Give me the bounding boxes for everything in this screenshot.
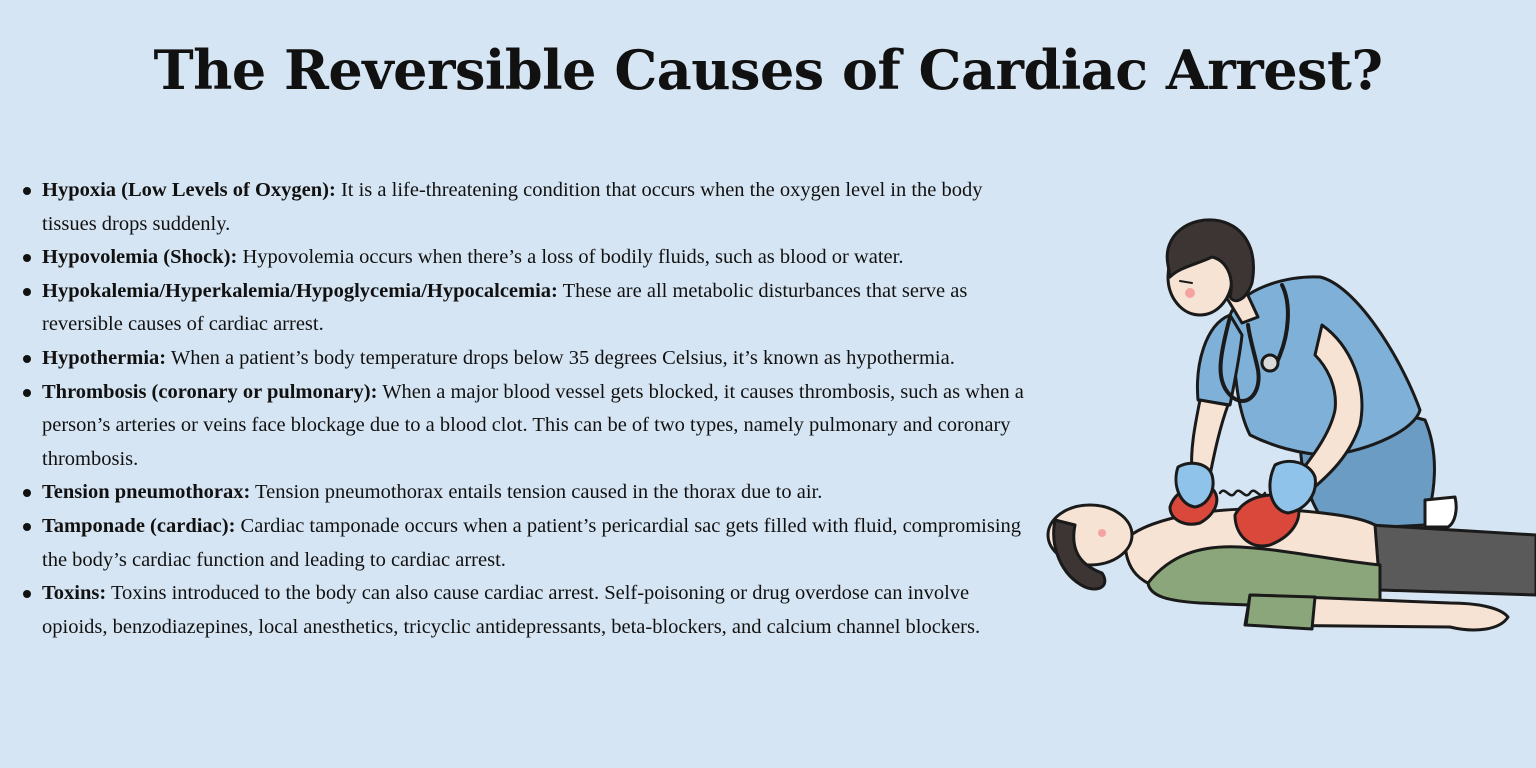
bullet-icon	[23, 288, 31, 296]
glove-right	[1270, 461, 1316, 513]
list-item	[22, 376, 1032, 477]
list-item	[22, 342, 1032, 376]
bullet-icon	[23, 187, 31, 195]
patient-pants	[1370, 525, 1536, 595]
nurse-shoe	[1425, 497, 1456, 527]
cause-term: Tamponade (cardiac):	[42, 514, 236, 537]
cause-term: Hypokalemia/Hyperkalemia/Hypoglycemia/Hypocalcemia:	[42, 279, 558, 302]
cause-term: Toxins:	[42, 582, 107, 605]
list-item	[22, 577, 1032, 644]
list-item	[22, 174, 1032, 241]
cause-description: Cardiac tamponade occurs when a patient’s pericardial sac gets filled with fluid, compromising the body’s cardiac function and leading to cardiac arrest.	[42, 514, 1022, 571]
cpr-illustration	[1030, 205, 1536, 645]
page-title: The Reversible Causes of Cardiac Arrest?	[153, 38, 1383, 102]
cause-description: These are all metabolic disturbances that serve as reversible causes of cardiac arrest.	[42, 279, 968, 336]
glove-left	[1176, 463, 1213, 507]
list-item	[22, 510, 1032, 577]
cause-term: Hypovolemia (Shock):	[42, 246, 238, 269]
cause-description: Tension pneumothorax entails tension caused in the thorax due to air.	[255, 481, 823, 504]
cause-description: It is a life-threatening condition that occurs when the oxygen level in the body tissues drops suddenly.	[42, 179, 983, 235]
bullet-icon	[23, 523, 31, 531]
bullet-icon	[23, 389, 31, 397]
bullet-icon	[23, 590, 31, 598]
cause-description: Hypovolemia occurs when there’s a loss of bodily fluids, such as blood or water.	[242, 246, 904, 269]
cause-term: Thrombosis (coronary or pulmonary):	[42, 380, 378, 403]
list-item	[22, 476, 1032, 510]
cause-term: Hypothermia:	[42, 346, 167, 369]
list-item	[22, 275, 1032, 342]
cause-term: Tension pneumothorax:	[42, 481, 251, 504]
bullet-icon	[23, 489, 31, 497]
cause-description: Toxins introduced to the body can also cause cardiac arrest. Self-poisoning or drug overdose can involve opioids, benzodiazepines, local anesthetics, tricyclic antidepressants, beta-blockers, and calcium channel blockers.	[42, 582, 981, 638]
list-item	[22, 241, 1032, 275]
cause-description: When a patient’s body temperature drops below 35 degrees Celsius, it’s known as hypothermia.	[170, 346, 955, 369]
cause-term: Hypoxia (Low Levels of Oxygen):	[42, 179, 336, 201]
bullet-icon	[23, 355, 31, 363]
causes-list	[22, 174, 1032, 644]
defibrillator-wire	[1220, 491, 1265, 496]
bullet-icon	[23, 254, 31, 262]
cause-description: When a major blood vessel gets blocked, it causes thrombosis, such as when a person’s arteries or veins face blockage due to a blood clot. This can be of two types, namely pulmonary and coronary thrombosis.	[42, 380, 1024, 470]
